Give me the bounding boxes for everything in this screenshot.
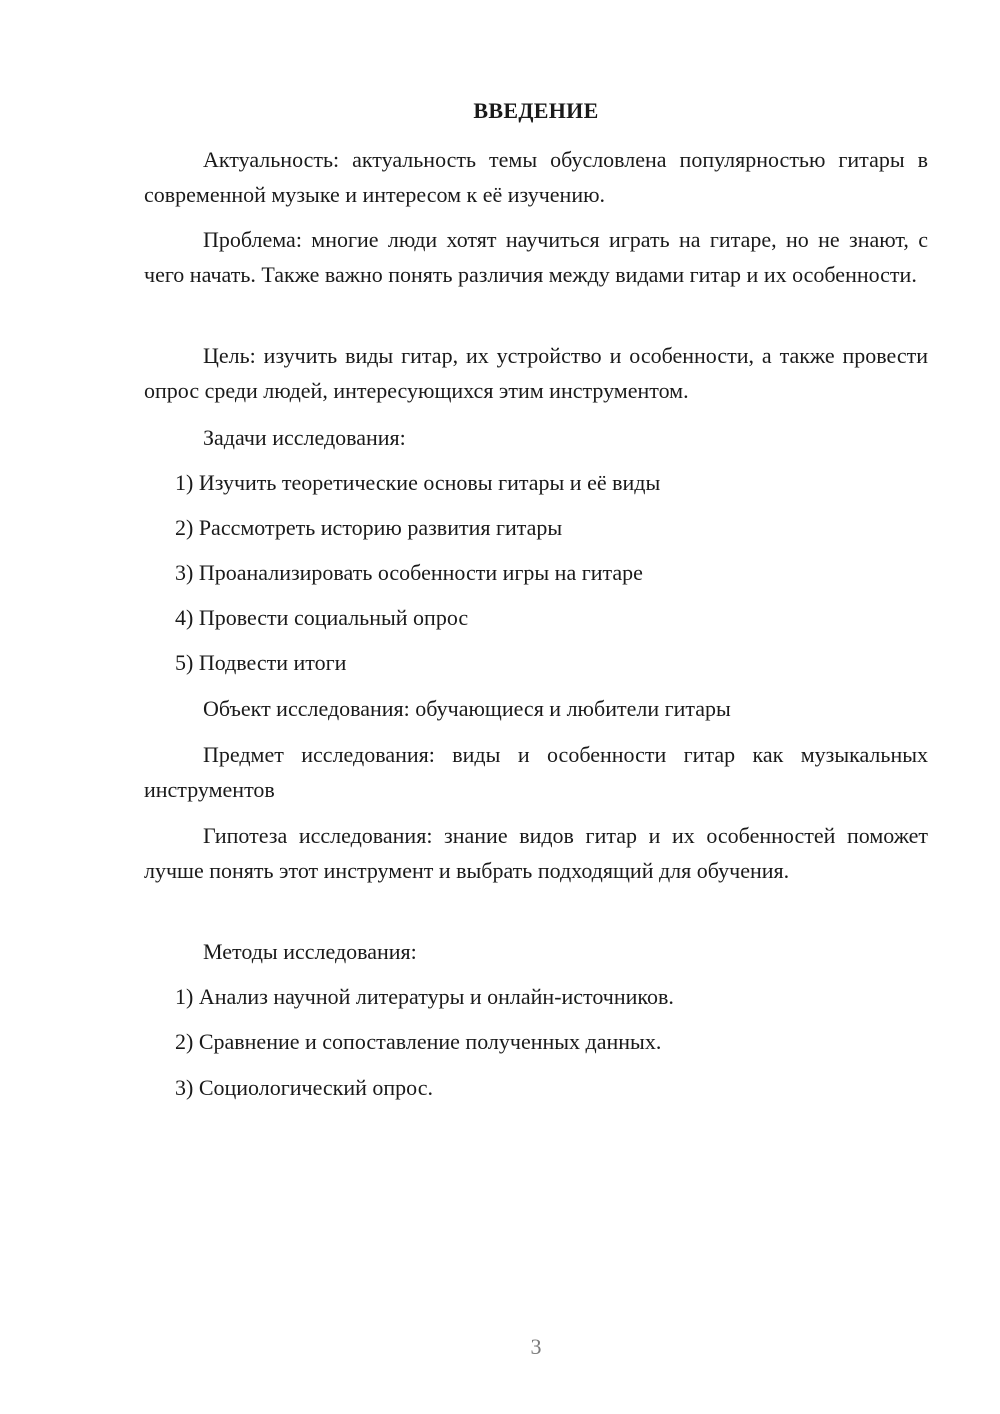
subject-paragraph: Предмет исследования: виды и особенности гитар как музыкальных инструментов [144, 742, 928, 802]
hypothesis-paragraph: Гипотеза исследования: знание видов гитар и их особенностей поможет лучше понять этот инструмент и выбрать подходящий для обучения. [144, 823, 928, 883]
goal-paragraph: Цель: изучить виды гитар, их устройство и особенности, а также провести опрос среди людей, интересующихся этим инструментом. [144, 343, 928, 403]
problem-paragraph: Проблема: многие люди хотят научиться играть на гитаре, но не знают, с чего начать. Также важно понять различия между видами гитар и их особенности. [144, 227, 928, 287]
object-line: Объект исследования: обучающиеся и любители гитары [203, 696, 731, 721]
method-item-1: 1) Анализ научной литературы и онлайн-источников. [175, 984, 674, 1009]
task-item-4: 4) Провести социальный опрос [175, 605, 469, 630]
method-item-3: 3) Социологический опрос. [175, 1075, 433, 1100]
page-title: ВВЕДЕНИЕ [473, 98, 599, 123]
tasks-heading: Задачи исследования: [203, 425, 406, 450]
task-item-2: 2) Рассмотреть историю развития гитары [175, 515, 563, 540]
page-number: 3 [530, 1334, 542, 1359]
relevance-paragraph: Актуальность: актуальность темы обусловлена популярностью гитары в современной музыке и интересом к её изучению. [144, 147, 928, 207]
method-item-2: 2) Сравнение и сопоставление полученных данных. [175, 1029, 662, 1054]
task-item-1: 1) Изучить теоретические основы гитары и её виды [175, 470, 661, 495]
task-item-3: 3) Проанализировать особенности игры на гитаре [175, 560, 643, 585]
methods-heading: Методы исследования: [203, 939, 417, 964]
task-item-5: 5) Подвести итоги [175, 650, 347, 675]
